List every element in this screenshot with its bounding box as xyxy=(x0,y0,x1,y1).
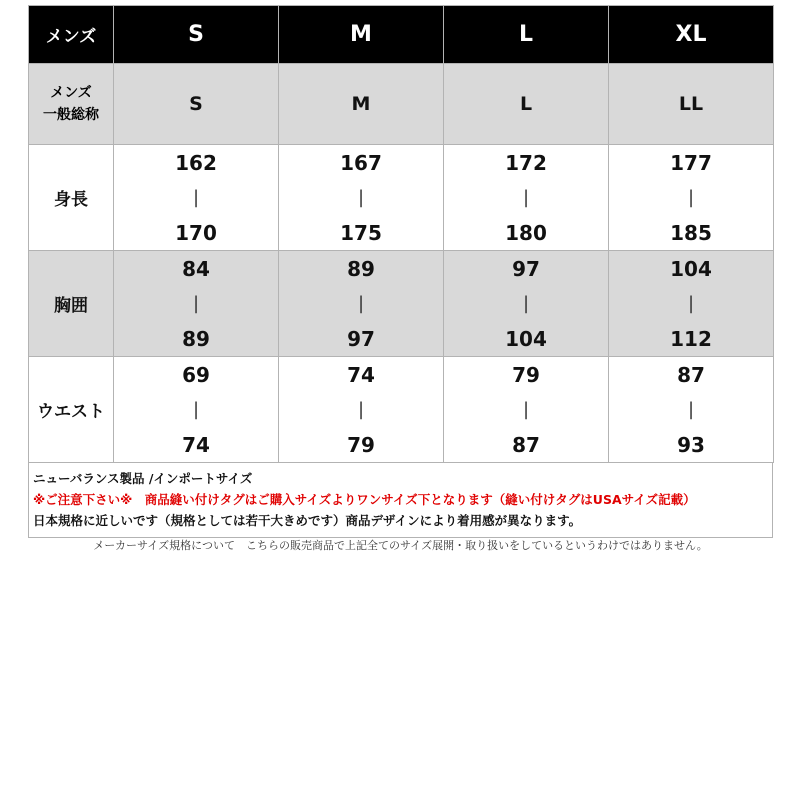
range-min: 84 xyxy=(182,256,210,281)
range-cell xyxy=(609,251,774,357)
range-max: 180 xyxy=(505,220,547,245)
notes-box xyxy=(28,463,773,538)
header-size-l: L xyxy=(444,6,609,64)
range-separator: | xyxy=(192,293,200,314)
range-cell xyxy=(114,251,279,357)
range-max: 185 xyxy=(670,220,712,245)
general-size-value: L xyxy=(444,64,609,145)
range-cell xyxy=(279,251,444,357)
height-row xyxy=(29,145,774,251)
general-size-value: S xyxy=(114,64,279,145)
range-min: 167 xyxy=(340,150,382,175)
chest-row xyxy=(29,251,774,357)
range-min: 177 xyxy=(670,150,712,175)
range-separator: | xyxy=(687,187,695,208)
range-separator: | xyxy=(357,187,365,208)
header-size-s: S xyxy=(114,6,279,64)
range-separator: | xyxy=(522,293,530,314)
range-max: 87 xyxy=(512,432,540,457)
header-size-xl: XL xyxy=(609,6,774,64)
range-min: 162 xyxy=(175,150,217,175)
note-warning: ※ご注意下さい※ 商品縫い付けタグはご購入サイズよりワンサイズ下となります（縫い付けタグはUSAサイズ記載） xyxy=(33,492,696,507)
range-separator: | xyxy=(522,399,530,420)
range-min: 97 xyxy=(512,256,540,281)
header-size-m: M xyxy=(279,6,444,64)
range-cell xyxy=(114,357,279,463)
general-size-label xyxy=(29,64,114,145)
waist-row xyxy=(29,357,774,463)
size-chart xyxy=(28,5,773,538)
range-separator: | xyxy=(522,187,530,208)
range-cell xyxy=(279,357,444,463)
range-max: 93 xyxy=(677,432,705,457)
general-size-row xyxy=(29,64,774,145)
range-separator: | xyxy=(687,399,695,420)
range-cell xyxy=(444,145,609,251)
range-cell xyxy=(444,357,609,463)
range-max: 97 xyxy=(347,326,375,351)
header-label: メンズ xyxy=(29,6,114,64)
range-cell xyxy=(114,145,279,251)
range-separator: | xyxy=(357,399,365,420)
range-min: 74 xyxy=(347,362,375,387)
note-fit: 日本規格に近しいです（規格としては若干大きめです）商品デザインにより着用感が異なります。 xyxy=(33,513,582,528)
row-label-waist: ウエスト xyxy=(29,357,114,463)
range-min: 172 xyxy=(505,150,547,175)
general-size-label-line2: 一般総称 xyxy=(43,107,99,123)
range-max: 89 xyxy=(182,326,210,351)
range-min: 104 xyxy=(670,256,712,281)
general-size-label-line1: メンズ xyxy=(50,85,92,101)
range-separator: | xyxy=(192,399,200,420)
range-min: 79 xyxy=(512,362,540,387)
range-separator: | xyxy=(687,293,695,314)
footer-disclaimer: メーカーサイズ規格について こちらの販売商品で上記全てのサイズ展開・取り扱いをしているというわけではありません。 xyxy=(93,539,708,552)
range-max: 170 xyxy=(175,220,217,245)
header-row xyxy=(29,6,774,64)
general-size-value: LL xyxy=(609,64,774,145)
general-size-value: M xyxy=(279,64,444,145)
range-cell xyxy=(279,145,444,251)
range-separator: | xyxy=(192,187,200,208)
range-cell xyxy=(444,251,609,357)
range-max: 74 xyxy=(182,432,210,457)
row-label-height: 身長 xyxy=(29,145,114,251)
size-table xyxy=(28,5,774,463)
range-cell xyxy=(609,145,774,251)
range-min: 69 xyxy=(182,362,210,387)
range-max: 112 xyxy=(670,326,712,351)
range-max: 175 xyxy=(340,220,382,245)
range-max: 79 xyxy=(347,432,375,457)
range-min: 89 xyxy=(347,256,375,281)
range-separator: | xyxy=(357,293,365,314)
note-import-size: ニューバランス製品 /インポートサイズ xyxy=(33,471,253,486)
range-min: 87 xyxy=(677,362,705,387)
range-cell xyxy=(609,357,774,463)
row-label-chest: 胸囲 xyxy=(29,251,114,357)
range-max: 104 xyxy=(505,326,547,351)
